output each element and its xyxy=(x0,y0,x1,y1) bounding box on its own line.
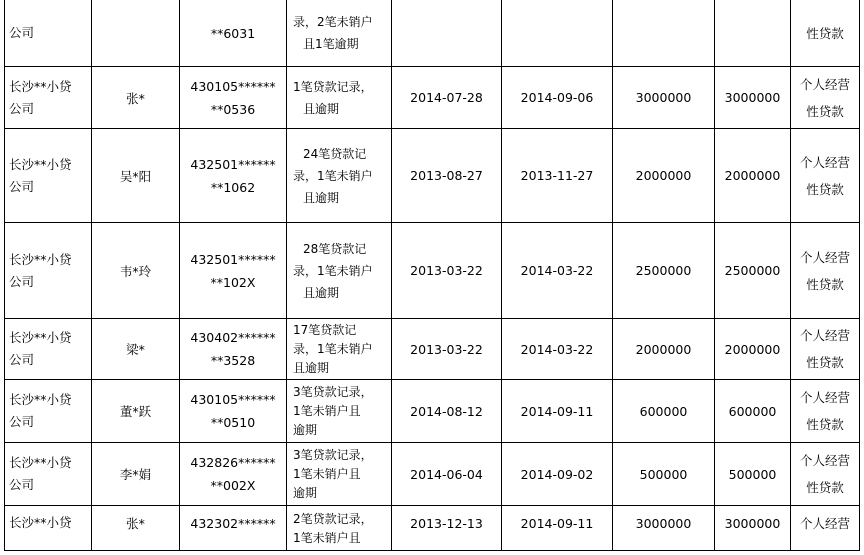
credit-record-cell: 3笔贷款记录， 1笔未销户且 逾期 xyxy=(287,380,392,443)
credit-record-cell: 2笔贷款记录， 1笔未销户且 xyxy=(287,506,392,551)
balance-cell xyxy=(715,0,791,67)
start-date-cell: 2013-08-27 xyxy=(392,129,502,223)
loan-type-cell: 个人经营 性贷款 xyxy=(791,380,860,443)
start-date-cell: 2013-03-22 xyxy=(392,319,502,380)
borrower-cell: 张* xyxy=(92,506,180,551)
balance-cell: 2000000 xyxy=(715,129,791,223)
borrower-cell: 李*娟 xyxy=(92,443,180,506)
due-date-cell: 2014-09-02 xyxy=(502,443,613,506)
due-date-cell: 2014-09-11 xyxy=(502,380,613,443)
loan-amount-cell: 2000000 xyxy=(613,129,715,223)
loan-type-cell: 个人经营 性贷款 xyxy=(791,319,860,380)
credit-record-cell: 录，2笔未销户 且1笔逾期 xyxy=(287,0,392,67)
loan-default-table xyxy=(4,0,860,551)
id-number-cell: 432501****** **1062 xyxy=(180,129,287,223)
borrower-cell: 韦*玲 xyxy=(92,223,180,319)
id-number-cell: 430105****** **0536 xyxy=(180,67,287,129)
id-number-cell: 432826****** **002X xyxy=(180,443,287,506)
table-row xyxy=(5,223,860,319)
start-date-cell xyxy=(392,0,502,67)
credit-record-cell: 24笔贷款记 录，1笔未销户 且逾期 xyxy=(287,129,392,223)
lender-cell: 公司 xyxy=(5,0,92,67)
loan-type-cell: 个人经营 性贷款 xyxy=(791,129,860,223)
due-date-cell: 2014-09-11 xyxy=(502,506,613,551)
due-date-cell xyxy=(502,0,613,67)
loan-type-cell: 性贷款 xyxy=(791,0,860,67)
credit-record-cell: 28笔贷款记 录，1笔未销户 且逾期 xyxy=(287,223,392,319)
table-row xyxy=(5,380,860,443)
loan-amount-cell: 3000000 xyxy=(613,506,715,551)
due-date-cell: 2013-11-27 xyxy=(502,129,613,223)
borrower-cell: 吴*阳 xyxy=(92,129,180,223)
balance-cell: 2000000 xyxy=(715,319,791,380)
id-number-cell: 432302****** xyxy=(180,506,287,551)
start-date-cell: 2014-06-04 xyxy=(392,443,502,506)
due-date-cell: 2014-03-22 xyxy=(502,223,613,319)
loan-amount-cell: 600000 xyxy=(613,380,715,443)
lender-cell: 长沙**小贷 xyxy=(5,506,92,551)
table-row xyxy=(5,129,860,223)
balance-cell: 3000000 xyxy=(715,67,791,129)
loan-amount-cell: 2000000 xyxy=(613,319,715,380)
table-row xyxy=(5,67,860,129)
balance-cell: 3000000 xyxy=(715,506,791,551)
borrower-cell: 张* xyxy=(92,67,180,129)
borrower-cell: 梁* xyxy=(92,319,180,380)
credit-record-cell: 1笔贷款记录， 且逾期 xyxy=(287,67,392,129)
borrower-cell xyxy=(92,0,180,67)
balance-cell: 600000 xyxy=(715,380,791,443)
lender-cell: 长沙**小贷 公司 xyxy=(5,129,92,223)
lender-cell: 长沙**小贷 公司 xyxy=(5,443,92,506)
loan-type-cell: 个人经营 性贷款 xyxy=(791,223,860,319)
loan-type-cell: 个人经营 xyxy=(791,506,860,551)
lender-cell: 长沙**小贷 公司 xyxy=(5,67,92,129)
id-number-cell: 430105****** **0510 xyxy=(180,380,287,443)
lender-cell: 长沙**小贷 公司 xyxy=(5,223,92,319)
credit-record-cell: 3笔贷款记录， 1笔未销户且 逾期 xyxy=(287,443,392,506)
table-row xyxy=(5,319,860,380)
start-date-cell: 2014-07-28 xyxy=(392,67,502,129)
credit-record-cell: 17笔贷款记 录，1笔未销户 且逾期 xyxy=(287,319,392,380)
due-date-cell: 2014-03-22 xyxy=(502,319,613,380)
balance-cell: 2500000 xyxy=(715,223,791,319)
balance-cell: 500000 xyxy=(715,443,791,506)
start-date-cell: 2014-08-12 xyxy=(392,380,502,443)
start-date-cell: 2013-12-13 xyxy=(392,506,502,551)
lender-cell: 长沙**小贷 公司 xyxy=(5,319,92,380)
borrower-cell: 董*跃 xyxy=(92,380,180,443)
loan-amount-cell: 3000000 xyxy=(613,67,715,129)
id-number-cell: 430402****** **3528 xyxy=(180,319,287,380)
table-row xyxy=(5,506,860,551)
loan-amount-cell: 2500000 xyxy=(613,223,715,319)
table-row xyxy=(5,0,860,67)
due-date-cell: 2014-09-06 xyxy=(502,67,613,129)
table-row xyxy=(5,443,860,506)
start-date-cell: 2013-03-22 xyxy=(392,223,502,319)
loan-amount-cell xyxy=(613,0,715,67)
id-number-cell: **6031 xyxy=(180,0,287,67)
loan-type-cell: 个人经营 性贷款 xyxy=(791,443,860,506)
loan-amount-cell: 500000 xyxy=(613,443,715,506)
lender-cell: 长沙**小贷 公司 xyxy=(5,380,92,443)
loan-type-cell: 个人经营 性贷款 xyxy=(791,67,860,129)
id-number-cell: 432501****** **102X xyxy=(180,223,287,319)
